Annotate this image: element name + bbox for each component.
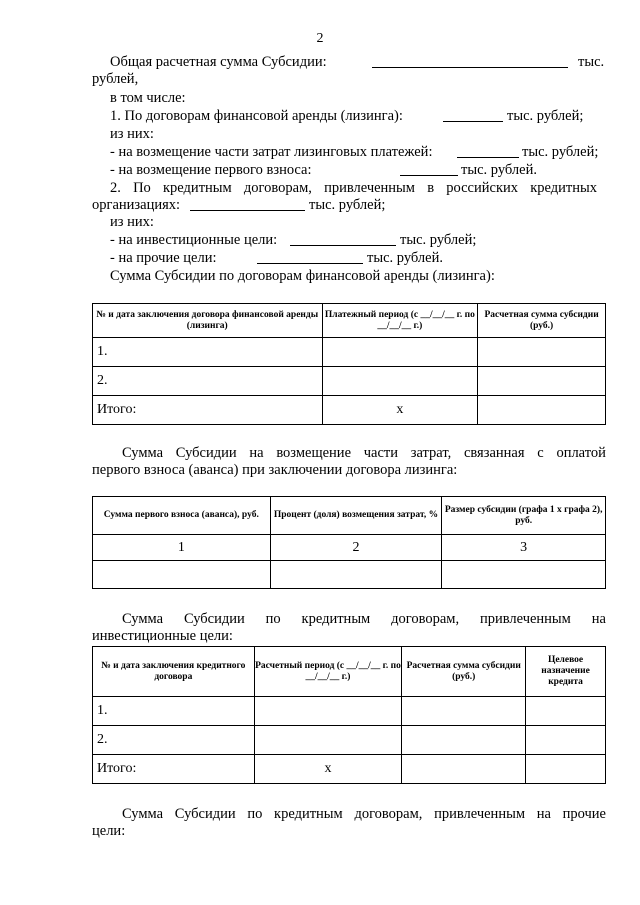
- word: Субсидии: [174, 806, 236, 822]
- credit-total-field[interactable]: [190, 197, 305, 216]
- col-percent: Процент (доля) возмещения затрат, %: [270, 497, 442, 535]
- first-payment-subsidy-line2: первого взноса (аванса) при заключении договора лизинга:: [92, 462, 458, 478]
- word: Сумма: [122, 806, 164, 822]
- credit-total-line: [110, 180, 597, 197]
- word: договорам,: [354, 806, 423, 822]
- cell: Итого:: [93, 396, 323, 425]
- leasing-payments-field[interactable]: [457, 144, 519, 163]
- of-them-label-2: из них:: [110, 214, 154, 230]
- word: на: [249, 445, 264, 461]
- col-calc-sum: Расчетная сумма субсидии (руб.): [478, 304, 606, 338]
- leasing-table: [92, 303, 606, 425]
- word: 2.: [110, 180, 121, 196]
- leasing-payments-unit: тыс. рублей;: [522, 144, 599, 160]
- cell[interactable]: [93, 561, 271, 589]
- cell[interactable]: [270, 561, 442, 589]
- cell[interactable]: [526, 755, 606, 784]
- first-payment-field[interactable]: [400, 162, 458, 181]
- other-subsidy-line: [122, 806, 606, 823]
- investment-label: - на инвестиционные цели:: [110, 232, 278, 248]
- other-label: - на прочие цели:: [110, 250, 217, 266]
- cell[interactable]: [322, 338, 478, 367]
- col-first-payment: Сумма первого взноса (аванса), руб.: [93, 497, 271, 535]
- cell[interactable]: 1.: [93, 697, 255, 726]
- word: в: [427, 180, 435, 196]
- word: По: [133, 180, 151, 196]
- cell[interactable]: [526, 726, 606, 755]
- table-row: [93, 726, 606, 755]
- word: кредитным: [163, 180, 232, 196]
- cell[interactable]: [442, 561, 606, 589]
- word: привлеченным: [479, 611, 571, 627]
- word: с: [537, 445, 544, 461]
- word: договорам,: [391, 611, 460, 627]
- word: кредитным: [301, 611, 371, 627]
- cell[interactable]: [254, 726, 402, 755]
- first-payment-subsidy-line: [122, 445, 606, 462]
- first-payment-unit: тыс. рублей.: [461, 162, 537, 178]
- cell: x: [254, 755, 402, 784]
- word: по: [265, 611, 281, 627]
- word: затрат,: [410, 445, 452, 461]
- cell[interactable]: 2.: [93, 726, 255, 755]
- word: по: [247, 806, 263, 822]
- first-payment-label: - на возмещение первого взноса:: [110, 162, 312, 178]
- credit-total-unit: тыс. рублей;: [309, 197, 386, 213]
- word: Сумма: [122, 445, 164, 461]
- word: Субсидии: [175, 445, 237, 461]
- table-row: [93, 535, 606, 561]
- total-subsidy-unit: тыс.: [578, 54, 605, 70]
- cell: 1: [93, 535, 271, 561]
- table-row: [93, 338, 606, 367]
- cell: x: [322, 396, 478, 425]
- word: Субсидии: [183, 611, 245, 627]
- table-row: [93, 561, 606, 589]
- investment-subsidy-line2: инвестиционные цели:: [92, 628, 233, 644]
- col-subsidy-size: Размер субсидии (графа 1 х графа 2), руб.: [442, 497, 606, 535]
- cell[interactable]: [402, 726, 526, 755]
- cell[interactable]: [402, 697, 526, 726]
- word: Сумма: [122, 611, 164, 627]
- col-calc-period: Расчетный период (с __/__/__ г. по __/__/__ г.): [254, 647, 402, 697]
- word: кредитных: [530, 180, 597, 196]
- word: договорам,: [243, 180, 312, 196]
- total-subsidy-label: Общая расчетная сумма Субсидии:: [110, 54, 327, 70]
- total-subsidy-field[interactable]: [372, 54, 568, 73]
- word: прочие: [562, 806, 606, 822]
- leasing-payments-label: - на возмещение части затрат лизинговых платежей:: [110, 144, 433, 160]
- of-them-label-1: из них:: [110, 126, 154, 142]
- table-row: [93, 697, 606, 726]
- cell[interactable]: [478, 338, 606, 367]
- col-payment-period: Платежный период (с __/__/__ г. по __/__/__ г.): [322, 304, 478, 338]
- page-number: 2: [316, 31, 324, 46]
- table-row-total: [93, 396, 606, 425]
- col-credit-purpose: Целевое назначение кредита: [526, 647, 606, 697]
- leasing-total-unit: тыс. рублей;: [507, 108, 584, 124]
- word: привлеченным: [324, 180, 415, 196]
- cell[interactable]: [322, 367, 478, 396]
- cell[interactable]: [402, 755, 526, 784]
- cell[interactable]: [478, 367, 606, 396]
- total-subsidy-unit-cont: рублей,: [92, 71, 139, 87]
- investment-subsidy-line: [122, 611, 606, 628]
- word: кредитным: [274, 806, 343, 822]
- table-row: [93, 367, 606, 396]
- including-label: в том числе:: [110, 90, 186, 106]
- investment-credit-table: [92, 646, 606, 784]
- first-payment-table: [92, 496, 606, 589]
- word: возмещение: [276, 445, 352, 461]
- word: оплатой: [556, 445, 606, 461]
- cell: 2: [270, 535, 442, 561]
- col-credit-contract: № и дата заключения кредитного договора: [93, 647, 255, 697]
- word: на: [591, 611, 606, 627]
- word: привлеченным: [434, 806, 525, 822]
- col-contract: № и дата заключения договора финансовой аренды (лизинга): [93, 304, 323, 338]
- cell: 3: [442, 535, 606, 561]
- word: части: [363, 445, 399, 461]
- leasing-total-field[interactable]: [443, 108, 503, 127]
- cell: Итого:: [93, 755, 255, 784]
- word: российских: [446, 180, 518, 196]
- table-row-total: [93, 755, 606, 784]
- other-unit: тыс. рублей.: [367, 250, 443, 266]
- cell[interactable]: 2.: [93, 367, 323, 396]
- cell[interactable]: [254, 697, 402, 726]
- investment-field[interactable]: [290, 232, 396, 251]
- other-subsidy-line2: цели:: [92, 823, 126, 839]
- cell[interactable]: [526, 697, 606, 726]
- other-field[interactable]: [257, 250, 363, 269]
- cell[interactable]: 1.: [93, 338, 323, 367]
- leasing-total-label: 1. По договорам финансовой аренды (лизинга):: [110, 108, 403, 124]
- credit-total-label-cont: организациях:: [92, 197, 181, 213]
- word: на: [536, 806, 551, 822]
- investment-unit: тыс. рублей;: [400, 232, 477, 248]
- leasing-sum-title: Сумма Субсидии по договорам финансовой аренды (лизинга):: [110, 268, 495, 284]
- col-calc-subsidy: Расчетная сумма субсидии (руб.): [402, 647, 526, 697]
- cell[interactable]: [478, 396, 606, 425]
- word: связанная: [463, 445, 525, 461]
